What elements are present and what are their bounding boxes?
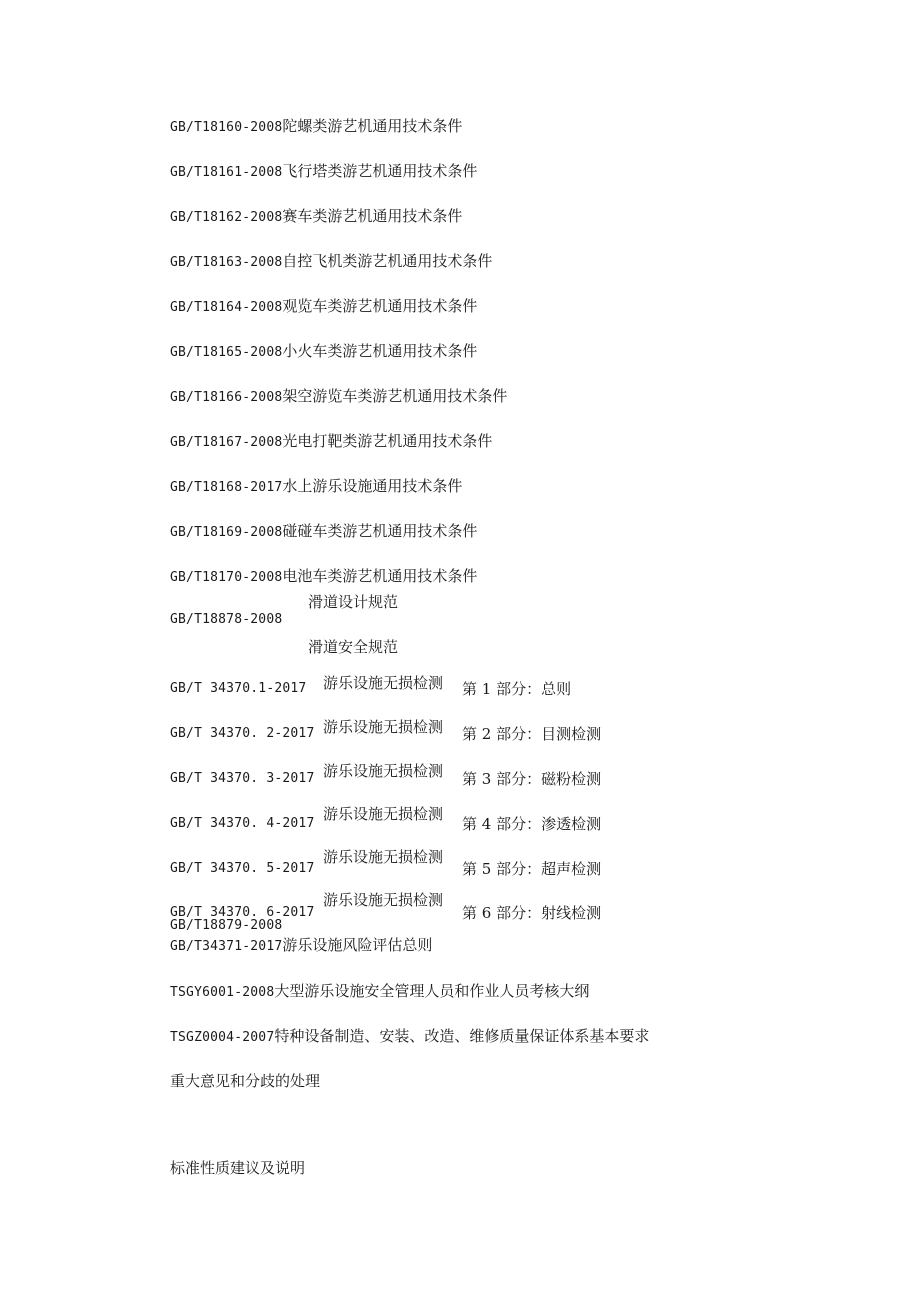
standard-code: GB/T18169-2008 <box>170 525 283 540</box>
gb18878-title-b: 滑道安全规范 <box>308 638 399 656</box>
standard-code: TSGY6001-2008 <box>170 985 275 1000</box>
ndt-prefix: 游乐设施无损检测 <box>323 762 444 780</box>
ndt-part: 第 3 部分：磁粉检测 <box>462 770 602 788</box>
standard-code: GB/T18167-2008 <box>170 435 283 450</box>
standard-line <box>170 296 477 318</box>
standard-line <box>170 251 492 273</box>
standard-title: 光电打靶类游艺机通用技术条件 <box>282 432 493 450</box>
standard-line <box>170 476 462 498</box>
standard-line <box>170 935 432 957</box>
standard-line <box>170 1026 649 1048</box>
gb18878-code: GB/T18878-2008 <box>170 612 283 627</box>
ndt-code: GB/T 34370. 2-2017 <box>170 726 315 741</box>
ndt-part: 第 2 部分：目测检测 <box>462 725 602 743</box>
ndt-code: GB/T 34370. 5-2017 <box>170 861 315 876</box>
standard-code: GB/T18163-2008 <box>170 255 283 270</box>
ndt-code: GB/T 34370.1-2017 <box>170 681 307 696</box>
standard-code: GB/T18165-2008 <box>170 345 283 360</box>
standard-title: 游乐设施风险评估总则 <box>282 936 433 954</box>
standard-code: GB/T18161-2008 <box>170 165 283 180</box>
standard-title: 大型游乐设施安全管理人员和作业人员考核大纲 <box>274 982 590 1000</box>
standard-title: 自控飞机类游艺机通用技术条件 <box>282 252 493 270</box>
ndt-code: GB/T 34370. 4-2017 <box>170 816 315 831</box>
ndt-part: 第 4 部分：渗透检测 <box>462 815 602 833</box>
standard-code: GB/T18166-2008 <box>170 390 283 405</box>
ndt-code: GB/T 34370. 6-2017 <box>170 905 315 920</box>
standard-title: 碰碰车类游艺机通用技术条件 <box>282 522 478 540</box>
standard-title: 观览车类游艺机通用技术条件 <box>282 297 478 315</box>
ndt-prefix: 游乐设施无损检测 <box>323 891 444 909</box>
ndt-part: 第 1 部分：总则 <box>462 680 572 698</box>
standard-code: GB/T18170-2008 <box>170 570 283 585</box>
ndt-row-clipped <box>165 900 645 922</box>
standard-line <box>170 981 589 1003</box>
ndt-prefix: 游乐设施无损检测 <box>323 718 444 736</box>
section-heading-major-issues: 重大意见和分歧的处理 <box>170 1072 321 1090</box>
standard-code: GB/T18168-2017 <box>170 480 283 495</box>
standard-line <box>170 566 477 588</box>
standard-line <box>170 431 492 453</box>
standard-line <box>170 116 462 138</box>
standard-title: 小火车类游艺机通用技术条件 <box>282 342 478 360</box>
standard-code: GB/T18162-2008 <box>170 210 283 225</box>
ndt-code: GB/T 34370. 3-2017 <box>170 771 315 786</box>
standard-title: 架空游览车类游艺机通用技术条件 <box>282 387 508 405</box>
standard-line <box>170 521 477 543</box>
standard-code: GB/T18164-2008 <box>170 300 283 315</box>
ndt-prefix: 游乐设施无损检测 <box>323 848 444 866</box>
standard-code: TSGZ0004-2007 <box>170 1030 275 1045</box>
ndt-part: 第 5 部分：超声检测 <box>462 860 602 878</box>
ndt-part: 第 6 部分：射线检测 <box>462 904 602 922</box>
standard-title: 赛车类游艺机通用技术条件 <box>282 207 463 225</box>
standard-line <box>170 161 477 183</box>
standard-title: 电池车类游艺机通用技术条件 <box>282 567 478 585</box>
standard-line <box>170 341 477 363</box>
standard-title: 特种设备制造、安装、改造、维修质量保证体系基本要求 <box>274 1027 650 1045</box>
standard-code: GB/T18160-2008 <box>170 120 283 135</box>
ndt-prefix: 游乐设施无损检测 <box>323 805 444 823</box>
ndt-prefix: 游乐设施无损检测 <box>323 674 444 692</box>
standard-line <box>170 386 507 408</box>
gb18878-title-a: 滑道设计规范 <box>308 593 399 611</box>
standard-title: 陀螺类游艺机通用技术条件 <box>282 117 463 135</box>
standard-code: GB/T34371-2017 <box>170 939 283 954</box>
section-heading-standard-nature: 标准性质建议及说明 <box>170 1159 306 1177</box>
standard-title: 飞行塔类游艺机通用技术条件 <box>282 162 478 180</box>
standard-title: 水上游乐设施通用技术条件 <box>282 477 463 495</box>
gb18879-code: GB/T18879-2008 <box>170 918 283 933</box>
standard-line <box>170 206 462 228</box>
